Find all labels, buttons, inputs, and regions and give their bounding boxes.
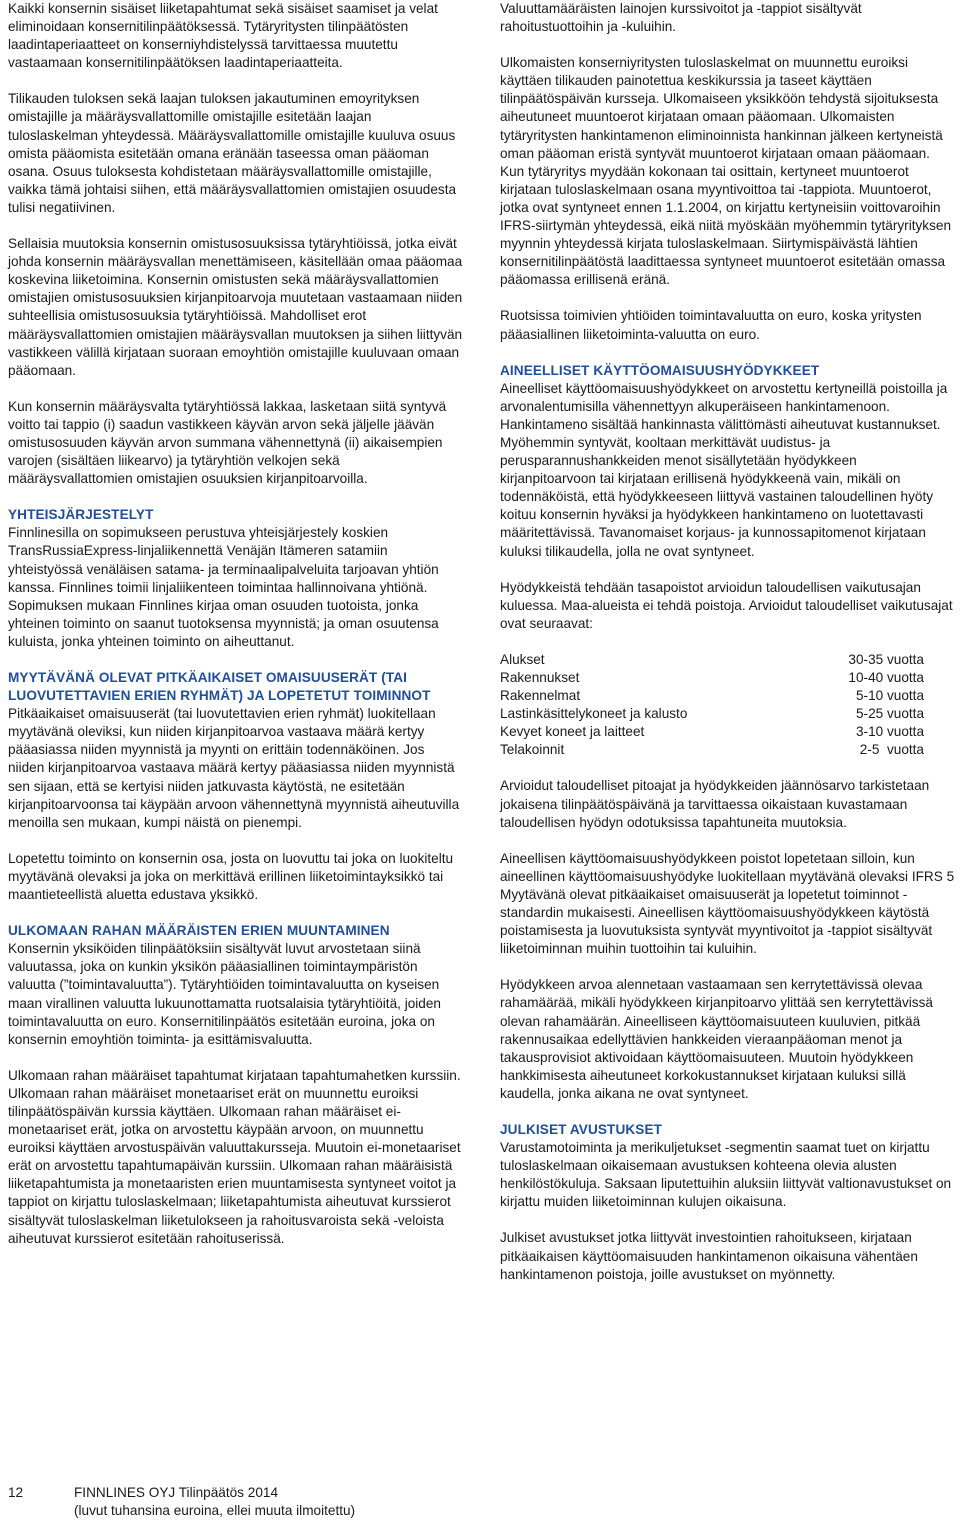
asset-years: 5-25 vuotta bbox=[855, 706, 924, 722]
paragraph-loan-exchange-gains: Valuuttamääräisten lainojen kurssivoitot ja -tappiot sisältyvät rahoitustuottoihin ja -kuluihin. bbox=[500, 1, 862, 35]
paragraph-consolidation-eliminations: Kaikki konsernin sisäiset liiketapahtumat sekä sisäiset saamiset ja velat eliminoidaan konsernitilinpäätöksessä. Tytäryritysten tilinpäätösten laadintaperiaatteet on konserniyhdistelyssä tarvittaessa muutettu vastaamaan konsernitilinpäätöksen laadintaperiaatteita. bbox=[8, 1, 438, 71]
asset-name: Rakennukset bbox=[500, 670, 580, 685]
paragraph-foreign-transactions: Ulkomaan rahan määräiset tapahtumat kirjataan tapahtumahetken kurssiin. Ulkomaan rahan määräiset monetaariset erät on muunnettu euroiksi tilinpäätöspäivän kurssia käyttäen. Ulkomaan rahan määräiset ei-monetaariset erät, jotka on arvostettu käypään arvoon, on muunnettu euroiksi käyttäen arvostuspäivän valuuttakursseja. Muutoin ei-monetaariset erät on arvostettu tapahtumapäivän kurssiin. Ulkomaan rahan määräisistä liiketapahtumista ja monetaaristen erien muuntamisesta syntyneet voitot ja tappiot on kirjattu tuloslaskelmaan; liiketapahtumista aiheutuvat kurssierot sisältyvät tuloslaskelman liiketulokseen ja rahoitusvaroista sekä -veloista aiheutuvat kurssierot esitetään rahoituserissä. bbox=[8, 1067, 461, 1246]
heading-joint-arrangements: YHTEISJÄRJESTELYT bbox=[8, 507, 154, 523]
paragraph-impairment: Hyödykkeen arvoa alennetaan vastaamaan sen kerrytettävissä olevaa rahamäärää, mikäli hyödykkeen kirjanpitoarvo ylittää sen kerrytettävissä olevan rahamäärän. Aineelliseen käyttöomaisuuteen kuuluvien, pitkää rakennusaikaa edellyttävien hankkeiden vieraanpääoman menot ja takausprovisiot aktivoidaan käyttöomaisuuteen. Muutoin hyödykkeen hankkimisesta aiheutuneet korkokustannukset kirjataan kuluksi sillä kaudella, jonka aikana ne ovat syntyneet. bbox=[500, 977, 933, 1101]
table-row bbox=[500, 705, 924, 723]
useful-life-table bbox=[500, 651, 924, 760]
paragraph-grants-investments: Julkiset avustukset jotka liittyvät investointien rahoitukseen, kirjataan pitkäaikaisen käyttöomaisuuden hankintamenon oikaisuna vähentäen hankintamenon poistoja, joille avustukset on myönnetty. bbox=[500, 1230, 918, 1282]
paragraph-loss-of-control: Kun konsernin määräysvalta tytäryhtiössä lakkaa, lasketaan siitä syntyvä voitto tai tappio (i) saadun vastikkeen käyvän arvon sekä jäljelle jäävän omistusosuuden käyvän arvon summana vähennettynä (ii) aikaisempien varojen (sisältäen liikearvo) ja tytäryhtiön velkojen sekä määräysvallattomien omistajien osuuksien kirjanpitoarvoilla. bbox=[8, 398, 447, 487]
paragraph-functional-currency: Konsernin yksiköiden tilinpäätöksiin sisältyvät luvut arvostetaan siinä valuutassa, joka on kunkin yksikön pääasiallinen toimintaympäristön valuutta (”toimintavaluutta”). Tytäryhtiöiden toimintavaluutta on kyseisen maan virallinen valuutta lukuunottamatta ruotsalaisia tytäryhtiöitä, joiden toimintavaluutta on euro. Konsernitilinpäätös esitetään euroina, joka on konsernin emoyhtiön toiminta- ja esittämisvaluutta. bbox=[8, 941, 441, 1047]
page-number: 12 bbox=[8, 1485, 24, 1500]
footer-company-report: FINNLINES OYJ Tilinpäätös 2014 bbox=[74, 1485, 278, 1500]
paragraph-depreciation: Hyödykkeistä tehdään tasapoistot arvioidun taloudellisen vaikutusajan kuluessa. Maa-alueista ei tehdä poistoja. Arvioidut taloudelliset vaikutusajat ovat seuraavat: bbox=[500, 579, 953, 631]
heading-foreign-currency: ULKOMAAN RAHAN MÄÄRÄISTEN ERIEN MUUNTAMINEN bbox=[8, 923, 390, 939]
right-column bbox=[500, 0, 955, 1302]
paragraph-profit-allocation: Tilikauden tuloksen sekä laajan tuloksen jakautuminen emoyrityksen omistajille ja määräysvallattomille omistajille esitetään laajan tuloslaskelman yhteydessä. Määräysvallattomille omistajille kuuluva osuus omista pääomista esitetään omana eränään taseessa oman pääoman osana. Osuus tuloksesta kohdistetaan määräysvallattomille omistajille, vaikka tämä johtaisi siihen, että määräysvallattomien omistajien osuudesta tulisi negatiivinen. bbox=[8, 91, 457, 215]
paragraph-held-for-sale: Pitkäaikaiset omaisuuserät (tai luovutettavien erien ryhmät) luokitellaan myytävänä oleviksi, kun niiden kirjanpitoarvoa vastaava määrä kertyy pääasiassa niiden myynnistä ja myynti on erittäin todennäköinen. Jos niiden kirjanpitoarvoa vastaava määrä kertyy pääasiassa niiden myynnistä sen sijaan, että se kertyisi niiden jatkuvasta käytöstä, ne esitetään kirjanpitoarvoonsa tai käypään arvoon vähennettynä myynnistä aiheutuvilla menoilla sen mukaan, kumpi näistä on pienempi. bbox=[8, 706, 460, 830]
paragraph-swedish-subsidiaries: Ruotsissa toimivien yhtiöiden toimintavaluutta on euro, koska yritysten pääasiallinen liiketoiminta-valuutta on euro. bbox=[500, 308, 922, 342]
paragraph-residual-values: Arvioidut taloudelliset pitoajat ja hyödykkeiden jäännösarvo tarkistetaan jokaisena tilinpäätöspäivänä ja tarvittaessa oikaistaan kuvastamaan taloudellisen hyödyn odotuksissa tapahtuneita muutoksia. bbox=[500, 778, 930, 830]
heading-held-for-sale: MYYTÄVÄNÄ OLEVAT PITKÄAIKAISET OMAISUUSERÄT (TAI LUOVUTETTAVIEN ERIEN RYHMÄT) JA LOPETETUT TOIMINNOT bbox=[8, 670, 431, 704]
asset-years: 10-40 vuotta bbox=[848, 670, 924, 685]
table-row bbox=[500, 687, 924, 705]
asset-name: Lastinkäsittelykoneet ja kalusto bbox=[500, 706, 688, 722]
paragraph-ownership-changes: Sellaisia muutoksia konsernin omistusosuuksissa tytäryhtiöissä, jotka eivät johda konsernin määräysvallan menettämiseen, käsitellään omaa pääomaa koskevina liiketoimina. Konsernin omistusten sekä määräysvallattomien omistajien omistusosuuksien kirjanpitoarvoja muutetaan vastaamaan niiden suhteellisia omistusosuuksia tytäryhtiöissä. Mahdolliset erot määräysvallattomien omistajien määräysvallan muutoksen ja siihen liittyvän vastikkeen välillä kirjataan suoraan emoyhtiön omistajille kuuluvaan omaan pääomaan. bbox=[8, 236, 463, 378]
left-column bbox=[8, 0, 463, 1266]
asset-years: 5-10 vuotta bbox=[855, 688, 924, 704]
table-row bbox=[500, 723, 924, 741]
footer-units-note: (luvut tuhansina euroina, ellei muuta ilmoitettu) bbox=[74, 1503, 356, 1519]
asset-years: 3-10 vuotta bbox=[855, 724, 924, 740]
asset-name: Kevyet koneet ja laitteet bbox=[500, 724, 645, 740]
asset-years: 30-35 vuotta bbox=[848, 651, 924, 667]
paragraph-joint-arrangements: Finnlinesilla on sopimukseen perustuva yhteisjärjestely koskien TransRussiaExpress-linjaliikennettä Venäjän Itämeren satamiin yhteistyössä venäläisen satama- ja terminaalipalveluita tarjoavan yhtiön kanssa. Finnlines toimii linjaliikenteen toimintaa hallinnoivana yhtiönä. Sopimuksen mukaan Finnlines kirjaa oman osuuden tuotoista, jonka yhteinen toiminto on saanut tuotoksensa myynnistä; ja oman osuutensa kuluista, jonka yhteinen toiminto on aiheuttanut. bbox=[8, 525, 439, 649]
paragraph-discontinued-operations: Lopetettu toiminto on konsernin osa, josta on luovuttu tai joka on luokiteltu myytävänä olevaksi ja joka on merkittävä erillinen liiketoimintayksikkö tai maantieteellistä aluetta edustava yksikkö. bbox=[8, 850, 454, 903]
asset-name: Alukset bbox=[500, 651, 545, 667]
table-row bbox=[500, 651, 924, 669]
asset-name: Rakennelmat bbox=[500, 688, 581, 704]
paragraph-tangible-assets: Aineelliset käyttöomaisuushyödykkeet on arvostettu kertyneillä poistoilla ja arvonalentumisilla vähennettyyn alkuperäiseen hankintamenoon. Hankintameno sisältää hankinnasta välittömästi aiheutuvat kustannukset. Myöhemmin syntyvät, kooltaan merkittävät uudistus- ja perusparannushankkeiden menot sisällytetään hyödykkeen kirjanpitoarvoon tai kirjataan erillisenä hyödykkeenä vain, mikäli on todennäköistä, että hyödykkeeseen liittyvä vastainen taloudellinen hyöty koituu konsernin hyväksi ja hyödykkeen hankintameno on luotettavasti määritettävissä. Tavanomaiset korjaus- ja kunnossapitomenot kirjataan kuluksi tilikaudella, jolla ne ovat syntyneet. bbox=[500, 380, 948, 559]
heading-tangible-assets: AINEELLISET KÄYTTÖOMAISUUSHYÖDYKKEET bbox=[500, 362, 820, 378]
footer-caption bbox=[74, 1484, 355, 1520]
heading-government-grants: JULKISET AVUSTUKSET bbox=[500, 1121, 663, 1137]
paragraph-grants-shipping: Varustamotoiminta ja merikuljetukset -segmentin saamat tuet on kirjattu tuloslaskelmaan oikaisemaan avustuksen kohteena olevia alusten henkilöstökuluja. Saksaan liputettuihin aluksiin liittyvät valtionavustukset on kirjattu muiden liiketoiminnan kulujen oikaisuna. bbox=[500, 1140, 952, 1210]
table-row bbox=[500, 669, 924, 687]
asset-years: 2-5 vuotta bbox=[859, 742, 924, 758]
table-row bbox=[500, 741, 924, 759]
paragraph-translation-differences: Ulkomaisten konserniyritysten tuloslaskelmat on muunnettu euroiksi käyttäen tilikauden painotettua keskikurssia ja taseet käyttäen tilinpäätöspäivän kursseja. Ulkomaiseen yksikköön tehdystä sijoituksesta aiheutuneet muuntoerot kirjataan omaan pääomaan. Ulkomaisten tytäryritysten hankintamenon eliminoinnista hankinnan jälkeen kertyneistä oman pääoman eristä syntyvät muuntoerot kirjataan omaan pääomaan. Kun tytäryritys myydään kokonaan tai osittain, kertyneet muuntoerot kirjataan tuloslaskelmaan osana myyntivoittoa tai -tappiota. Muuntoerot, jotka ovat syntyneet ennen 1.1.2004, on kirjattu kertyneisiin voittovaroihin IFRS-siirtymän yhteydessä, eikä niitä myöskään myöhemmin tytäryrityksen myynnin yhteydessä kirjata tuloslaskelmaan. Siirtymispäivästä lähtien konsernitilinpäätöstä laadittaessa syntyneet muuntoerot esitetään omassa pääomassa erillisenä eränä. bbox=[500, 55, 952, 288]
asset-name: Telakoinnit bbox=[500, 742, 565, 758]
paragraph-depreciation-ends: Aineellisen käyttöomaisuushyödykkeen poistot lopetetaan silloin, kun aineellinen käyttöomaisuushyödyke luokitellaan myytävänä olevaksi IFRS 5 Myytävänä olevat pitkäaikaiset omaisuuserät ja lopetetut toiminnot -standardin mukaisesti. Aineellisen käyttöomaisuushyödykkeen käytöstä poistamisesta ja luovutuksista syntyvät myyntivoitot ja -tappiot sisältyvät liiketoiminnan muihin tuottoihin tai kuluihin. bbox=[500, 850, 955, 957]
